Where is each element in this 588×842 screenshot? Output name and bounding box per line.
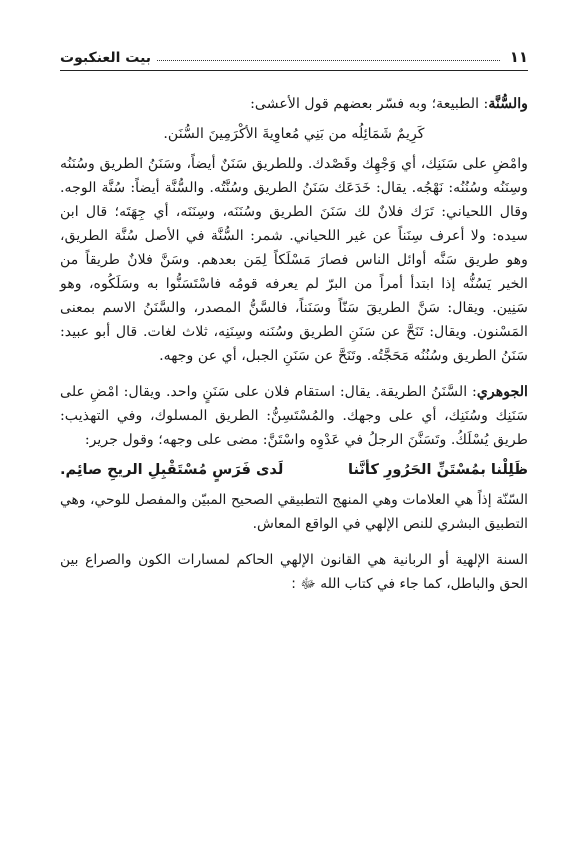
verse-jarir-second-hemistich: لَدى فَرَسٍ مُسْتَقْبِلِ الريحِ صائِم. [60,461,284,478]
page-number: ١١ [509,48,528,66]
running-title: بيت العنكبوت [60,50,152,66]
page-header [60,42,528,66]
paragraph-definition-text: : الطبيعة؛ وبه فسّر بعضهم قول الأعشى: [250,96,489,112]
verse-jarir [60,458,528,482]
header-dot-leader [157,60,500,61]
paragraph-jawhari [60,380,528,452]
verse-jarir-first-hemistich: ظَلِلْنا بمُسْتَنِّ الحَرُورِ كأنَّنا [348,461,528,478]
verse-al-asha: كَرِيمٌ شَمَائِلُه من بَنِي مُعاوِيةَ الأكْرَمِينَ السُّنَن. [163,126,425,142]
paragraph-jawhari-text: : السَّنَنُ الطريقة. يقال: استقام فلان على سَنَنٍ واحد. ويقال: امْضِ على سَنَنِك وسُنَنِك، أي على وجهك. والمُسْتَسِنُّ: الطريق المسلوك، وفي التهذيب: طريق يُسْلَكُ. وتَسَنَّنَ الرجلُ في عَدْوِه واسْتَنَّ: مضى على وجهه؛ وقول جرير: [60,384,528,448]
paragraph-sanan: وامْضِ على سَنَنِك، أي وَجْهِك وقَصْدك. وللطريق سَنَنٌ أيضاً، وسَنَنُ الطريق وسُنَنُه وسِنَنُه وسُنُنُه: نَهْجُه. يقال: خَدَعَك سَنَنُ الطريق وسُنَّتُه. والسُّنَّة أيضاً: سُنَّة الوجه. وقال اللحياني: تَرَك فلانٌ لك سَنَنَ الطريق وسُنَنَه، وسِنَنَه، أي جِهَتَه؛ قال ابن سيده: ولا أعرف سِنَناً عن غير اللحياني. شمر: السُّنَّة في الأصل سُنَّة الطريق، وهو طريق سَنَّه أوائل الناس فصارَ مَسْلَكاً لِمَن بعدهم. وسَنَّ فلانٌ طريقاً من الخير يَسُنُّه إذا ابتدأ أمراً من البرّ لم يعرفه قومُه فاسْتَسَنُّوا به وسَلَكُوه، وهو سَنِين. ويقال: سَنَّ الطريقَ سَنّاً وسَنَناً، فالسَّنُّ المصدر، والسَّنَنُ الاسم بمعنى المَسْنون. ويقال: تَنَحَّ عن سَنَنِ الطريق وسُنَنه وسِنَنِه، ثلاث لغات. قال أبو عبيد: سَنَنُ الطريق وسُنُنُه مَحَجَّتُه. وتَنَحَّ عن سَنَنِ الجبل، أي عن وجهه. [60,156,528,364]
paragraph-definition [60,92,528,116]
keyword-sunna: والسُّنَّة [488,96,528,112]
paragraph-conclusion: السّنّة إذاً هي العلامات وهي المنهج التطبيقي الصحيح المبيّن والمفصل للوحي، وهي التطبيق البشري للنص الإلهي في الواقع المعاش. [60,492,528,532]
page-body [60,92,528,602]
paragraph-divine-sunna: السنة الإلهية أو الربانية هي القانون الإلهي الحاكم لمسارات الكون والصراع بين الحق والباطل، كما جاء في كتاب الله ﷻ : [60,552,528,592]
header-rule [60,70,528,71]
keyword-jawhari: الجوهري [476,384,528,400]
